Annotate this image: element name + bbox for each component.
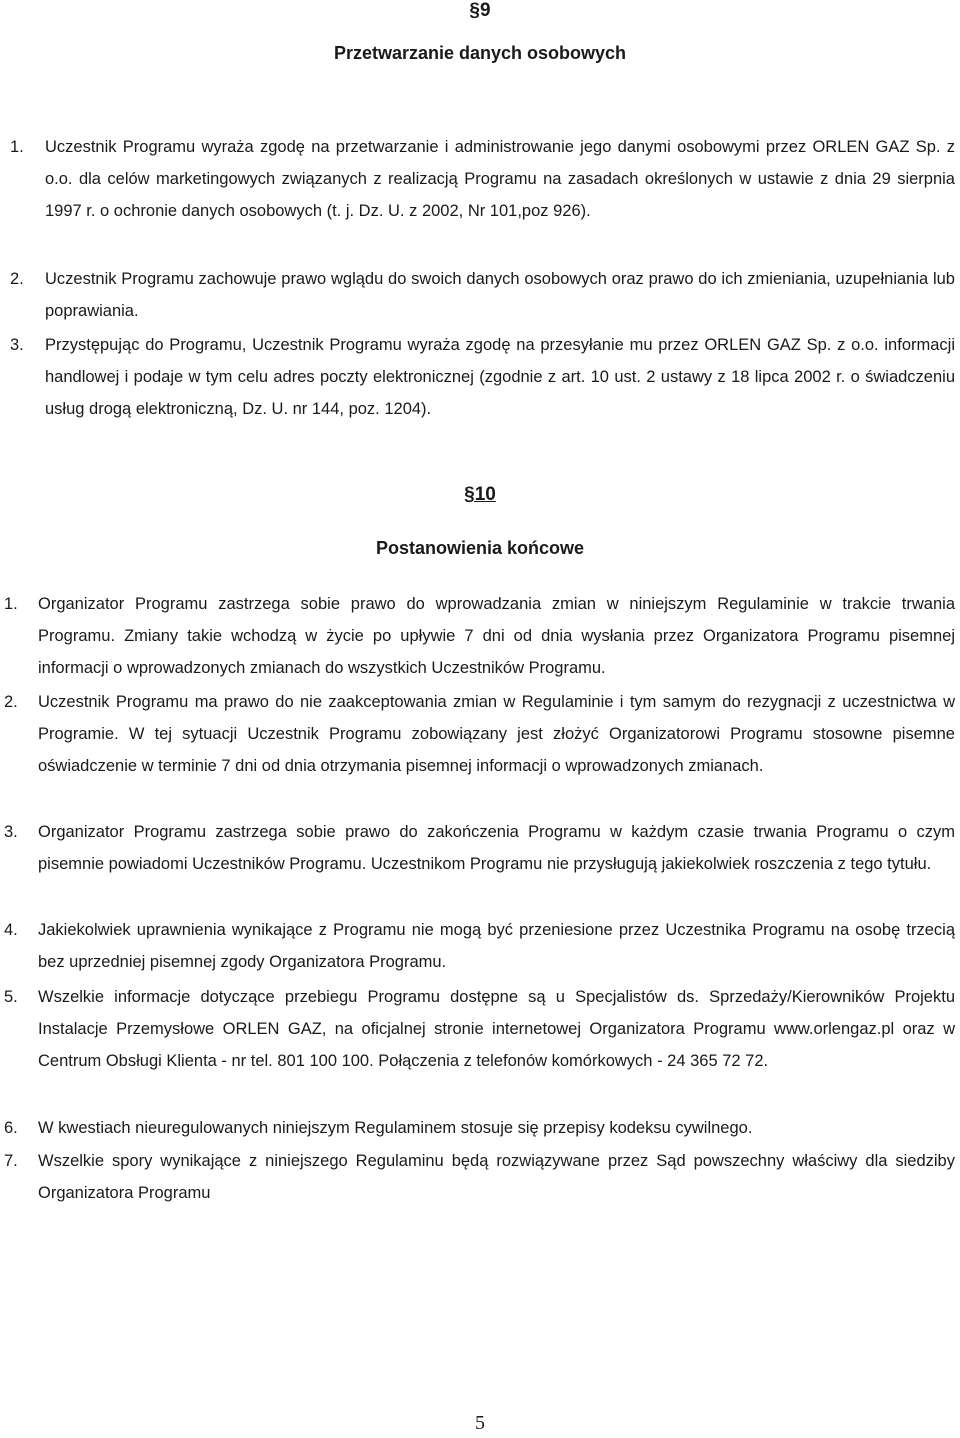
item-text: Uczestnik Programu wyraża zgodę na przetwarzanie i administrowanie jego danymi osobowymi przez ORLEN GAZ Sp. z o.o. dla celów marketingowych związanych z realizacją Programu na zasadach określonych w ustawie z dnia 29 sierpnia 1997 r. o ochronie danych osobowych (t. j. Dz. U. z 2002, Nr 101,poz 926). xyxy=(45,138,955,220)
section-9-item-2 xyxy=(10,263,955,327)
section-9-item-3 xyxy=(10,329,955,425)
section-10-item-7 xyxy=(4,1145,955,1209)
section-10-item-2 xyxy=(4,686,955,782)
section-10-item-5 xyxy=(4,981,955,1077)
item-number: 1. xyxy=(4,595,18,613)
item-number: 2. xyxy=(10,270,24,288)
item-number: 6. xyxy=(4,1119,18,1137)
item-number: 3. xyxy=(4,823,18,841)
page-number: 5 xyxy=(475,1412,485,1434)
item-text: W kwestiach nieuregulowanych niniejszym Regulaminem stosuje się przepisy kodeksu cywilnego. xyxy=(38,1119,753,1137)
item-text: Wszelkie spory wynikające z niniejszego Regulaminu będą rozwiązywane przez Sąd powszechny właściwy dla siedziby Organizatora Programu xyxy=(38,1152,955,1202)
item-text: Jakiekolwiek uprawnienia wynikające z Programu nie mogą być przeniesione przez Uczestnika Programu na osobę trzecią bez uprzedniej pisemnej zgody Organizatora Programu. xyxy=(38,921,955,971)
section-10-item-1 xyxy=(4,588,955,684)
section-9-number: §9 xyxy=(469,0,491,21)
item-number: 2. xyxy=(4,693,18,711)
item-text: Organizator Programu zastrzega sobie prawo do zakończenia Programu w każdym czasie trwania Programu o czym pisemnie powiadomi Uczestników Programu. Uczestnikom Programu nie przysługują jakiekolwiek roszczenia z tego tytułu. xyxy=(38,823,955,873)
item-number: 3. xyxy=(10,336,24,354)
section-9-title: Przetwarzanie danych osobowych xyxy=(333,43,627,63)
section-10-item-4 xyxy=(4,914,955,978)
section-10-item-3 xyxy=(4,816,955,880)
item-number: 5. xyxy=(4,988,18,1006)
item-text: Uczestnik Programu zachowuje prawo wglądu do swoich danych osobowych oraz prawo do ich zmieniania, uzupełniania lub poprawiania. xyxy=(45,270,955,320)
section-10-number: §10 xyxy=(464,484,496,505)
item-number: 1. xyxy=(10,138,24,156)
item-number: 4. xyxy=(4,921,18,939)
section-9-item-1 xyxy=(10,131,955,227)
section-10-item-6 xyxy=(4,1112,955,1144)
section-10-title: Postanowienia końcowe xyxy=(375,538,585,558)
item-text: Organizator Programu zastrzega sobie prawo do wprowadzania zmian w niniejszym Regulaminie w trakcie trwania Programu. Zmiany takie wchodzą w życie po upływie 7 dni od dnia wysłania przez Organizatora Programu pisemnej informacji o wprowadzonych zmianach do wszystkich Uczestników Programu. xyxy=(38,595,955,677)
item-text: Uczestnik Programu ma prawo do nie zaakceptowania zmian w Regulaminie i tym samym do rezygnacji z uczestnictwa w Programie. W tej sytuacji Uczestnik Programu zobowiązany jest złożyć Organizatorowi Programu stosowne pisemne oświadczenie w terminie 7 dni od dnia otrzymania pisemnej informacji o wprowadzonych zmianach. xyxy=(38,693,955,775)
item-text: Przystępując do Programu, Uczestnik Programu wyraża zgodę na przesyłanie mu przez ORLEN GAZ Sp. z o.o. informacji handlowej i podaje w tym celu adres poczty elektronicznej (zgodnie z art. 10 ust. 2 ustawy z 18 lipca 2002 r. o świadczeniu usług drogą elektroniczną, Dz. U. nr 144, poz. 1204). xyxy=(45,336,955,418)
item-number: 7. xyxy=(4,1152,18,1170)
item-text: Wszelkie informacje dotyczące przebiegu Programu dostępne są u Specjalistów ds. Sprzedaży/Kierowników Projektu Instalacje Przemysłowe ORLEN GAZ, na oficjalnej stronie internetowej Organizatora Programu www.orlengaz.pl oraz w Centrum Obsługi Klienta - nr tel. 801 100 100. Połączenia z telefonów komórkowych - 24 365 72 72. xyxy=(38,988,955,1070)
